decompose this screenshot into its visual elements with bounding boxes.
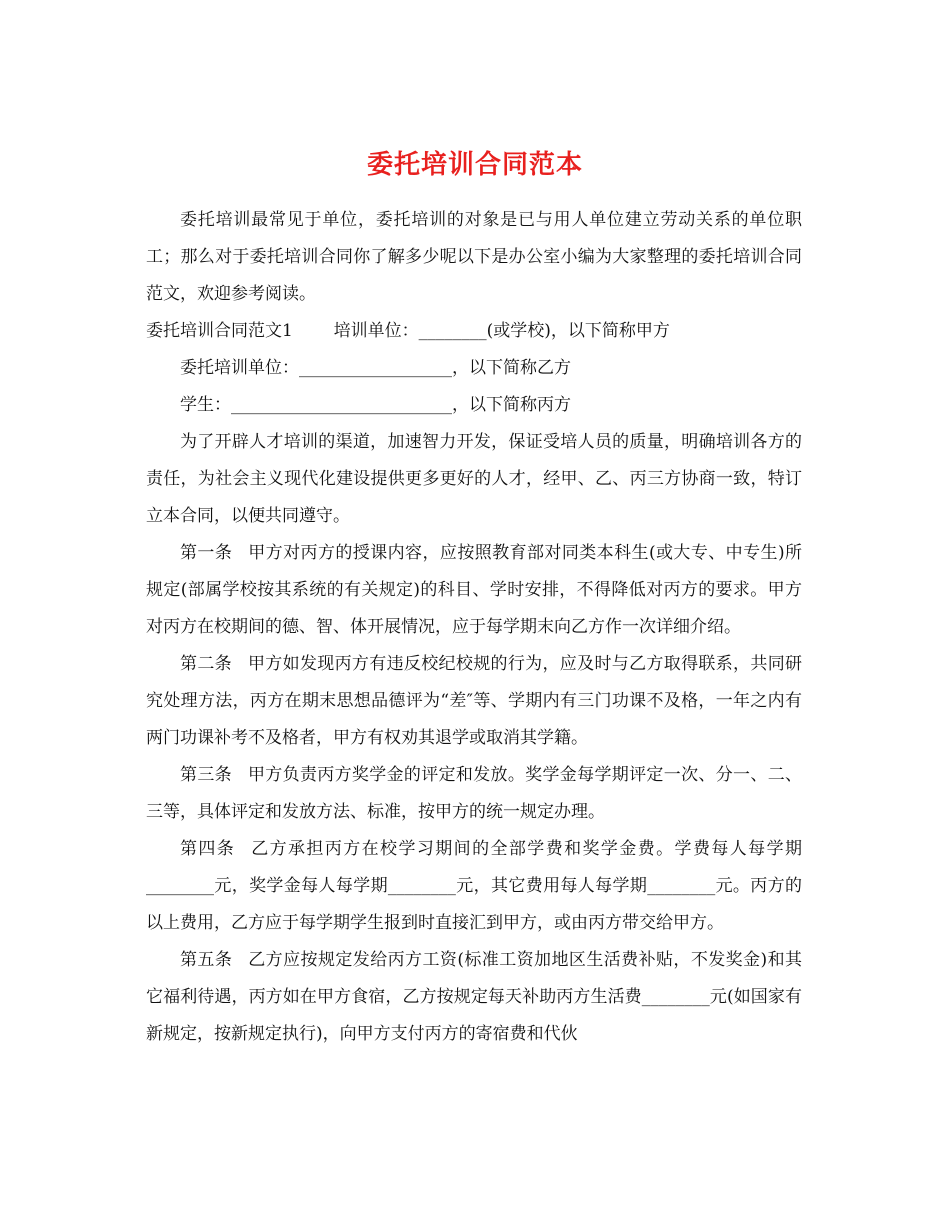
document-title: 委托培训合同范本 — [366, 150, 583, 181]
article-4-text: 乙方承担丙方在校学习期间的全部学费和奖学金费。学费每人每学期________元，奖学金每人每学期________元，其它费用每人每学期________元。丙方的以上费用，乙方应于每学期学生报到时直接汇到甲方，或由丙方带交给甲方。 — [146, 839, 802, 933]
article-2-head: 第二条 — [180, 654, 232, 674]
article-1-head: 第一条 — [180, 543, 233, 563]
article-3-head: 第三条 — [180, 765, 232, 785]
party-b-line: 委托培训单位：__________________，以下简称乙方 — [180, 358, 571, 378]
article-5-text: 乙方应按规定发给丙方工资(标准工资加地区生活费补贴，不发奖金)和其它福利待遇，丙方如在甲方食宿，乙方按规定每天补助丙方生活费________元(如国家有新规定，按新规定执行)，向甲方支付丙方的寄宿费和代伙 — [146, 950, 803, 1044]
sample-heading-line — [146, 313, 802, 350]
article-2 — [146, 646, 802, 757]
article-5 — [146, 942, 802, 1053]
article-1-text: 甲方对丙方的授课内容，应按照教育部对同类本科生(或大专、中专生)所规定(部属学校按其系统的有关规定)的科目、学时安排，不得降低对丙方的要求。甲方对丙方在校期间的德、智、体开展情况，应于每学期末向乙方作一次详细介绍。 — [146, 543, 803, 637]
article-4 — [146, 831, 802, 942]
preamble-paragraph: 为了开辟人才培训的渠道，加速智力开发，保证受培人员的质量，明确培训各方的责任，为社会主义现代化建设提供更多更好的人才，经甲、乙、丙三方协商一致，特订立本合同，以便共同遵守。 — [146, 432, 802, 526]
document-body — [146, 202, 802, 1053]
article-2-text: 甲方如发现丙方有违反校纪校规的行为，应及时与乙方取得联系，共同研究处理方法，丙方在期末思想品德评为“差″等、学期内有三门功课不及格，一年之内有两门功课补考不及格者，甲方有权劝其退学或取消其学籍。 — [146, 654, 803, 748]
article-3 — [146, 757, 802, 831]
sample-heading: 委托培训合同范文1 — [146, 321, 293, 341]
article-5-head: 第五条 — [180, 950, 233, 970]
article-4-head: 第四条 — [180, 839, 236, 859]
article-1 — [146, 535, 802, 646]
intro-paragraph: 委托培训最常见于单位，委托培训的对象是已与用人单位建立劳动关系的单位职工；那么对于委托培训合同你了解多少呢以下是办公室小编为大家整理的委托培训合同范文，欢迎参考阅读。 — [146, 210, 802, 304]
party-c-line: 学生：__________________________，以下简称丙方 — [180, 395, 571, 415]
party-a-line: 培训单位：________(或学校)，以下简称甲方 — [333, 321, 670, 341]
article-3-text: 甲方负责丙方奖学金的评定和发放。奖学金每学期评定一次、分一、二、三等，具体评定和发放方法、标准，按甲方的统一规定办理。 — [146, 765, 803, 822]
